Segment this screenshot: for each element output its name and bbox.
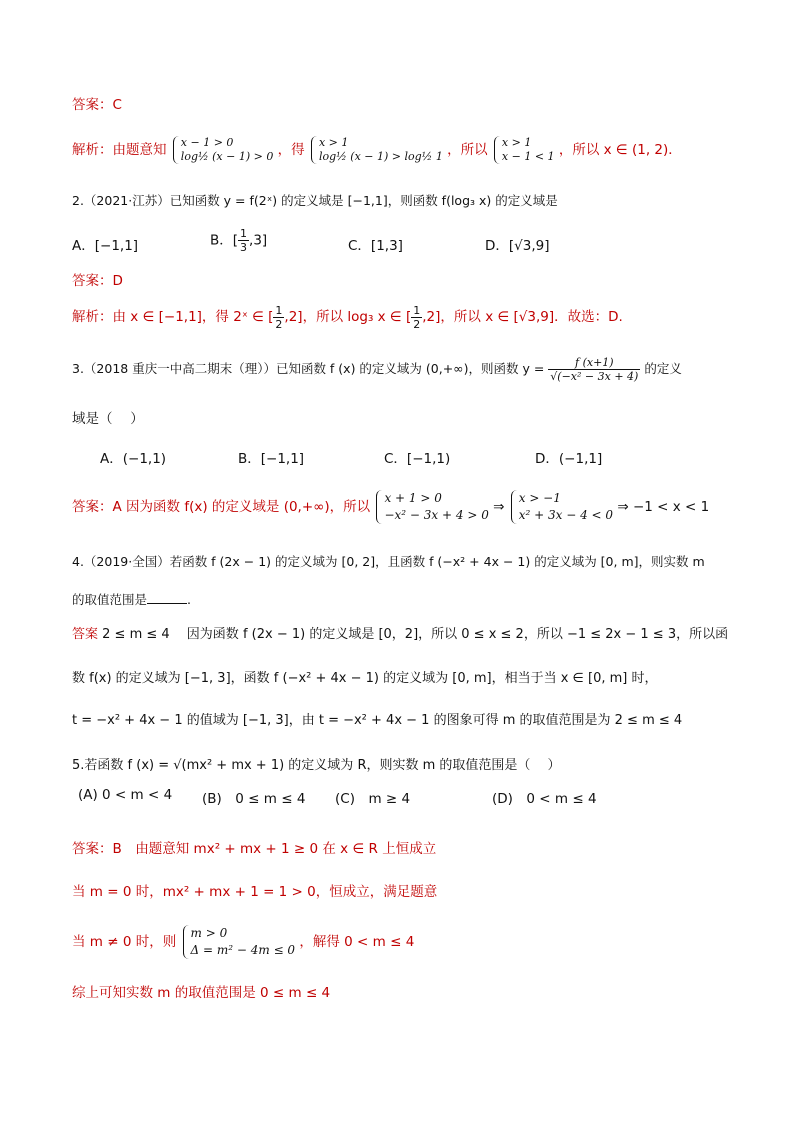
q2-analysis-frac-2 <box>411 304 422 331</box>
question-3 <box>72 350 682 388</box>
frac-den: √(−x² − 3x + 4) <box>550 370 639 383</box>
q3-option-a: A．(−1,1) <box>100 451 167 467</box>
q3-frac <box>548 356 640 383</box>
q5-answer: 答案：B 由题意知 mx² + mx + 1 ≥ 0 在 x ∈ R 上恒成立 <box>72 841 437 857</box>
system-3-row-1: x > 1 <box>501 136 532 149</box>
q3-text-3: 域是（ ） <box>72 411 144 427</box>
q3-system-1 <box>374 490 488 524</box>
q2-analysis-part-1: 解析：由 x ∈ [−1,1]，得 2ˣ ∈ [ <box>72 309 274 325</box>
answer-c: 答案：C <box>72 97 122 113</box>
q3-answer: 答案：A 因为函数 f(x) 的定义域是 (0,+∞)，所以 x + 1 > 0 −x² − 3x + 4 > 0 ⇒ x > −1 x² + 3x − 4 < 0 ⇒ −1 < x < 1 <box>72 491 710 522</box>
q5-system-row-2: Δ = m² − 4m ≤ 0 <box>190 943 296 957</box>
text-result: ，所以 x ∈ (1, 2)． <box>558 142 682 158</box>
q3-answer-text: 因为函数 f(x) 的定义域是 (0,+∞)，所以 <box>126 499 371 515</box>
q5-option-a: (A) 0 < m < 4 <box>78 787 173 803</box>
q2-option-b: B．[ $\frac{1}{3}$ ,3] <box>210 227 268 254</box>
q2-option-b-label: B． <box>210 232 233 249</box>
system-1 <box>171 136 274 164</box>
question-5: 5.若函数 f (x) = √(mx² + mx + 1) 的定义域为 R，则实数 m 的取值范围是（ ） <box>72 758 561 773</box>
q4-answer-text-1: 2 ≤ m ≤ 4 因为函数 f (2x − 1) 的定义域是 [0，2]，所以 0 ≤ x ≤ 2，所以 −1 ≤ 2x − 1 ≤ 3，所以函 <box>102 627 729 642</box>
text-de: ，得 <box>277 142 305 158</box>
q3-option-b: B．[−1,1] <box>238 451 305 467</box>
answer-blank <box>147 603 187 604</box>
question-2: 2.（2021·江苏）已知函数 y = f(2ˣ) 的定义域是 [−1,1]，则函数 f(log₃ x) 的定义域是 <box>72 193 558 208</box>
q5-option-c: (C) m ≥ 4 <box>335 791 411 807</box>
system-2-row-2: log½ (x − 1) > log½ 1 <box>318 150 443 163</box>
q3-text-2: 的定义 <box>644 361 682 376</box>
system-1-row-1: x − 1 > 0 <box>180 136 234 149</box>
system-2 <box>309 136 443 164</box>
frac-num: 1 <box>413 303 421 317</box>
q5-system-row-1: m > 0 <box>190 926 228 940</box>
system-2-row-1: x > 1 <box>318 136 349 149</box>
q3-text-1: 3.（2018 重庆一中高二期末（理））已知函数 f (x) 的定义域为 (0,+∞)，则函数 y = <box>72 361 545 376</box>
system-3-row-2: x − 1 < 1 <box>501 150 555 163</box>
q5-line-4: 综上可知实数 m 的取值范围是 0 ≤ m ≤ 4 <box>72 985 331 1001</box>
text-suoyi: ，所以 <box>447 142 488 158</box>
q5-option-d: (D) 0 < m ≤ 4 <box>492 791 597 807</box>
question-4-line-2 <box>72 591 191 609</box>
q4-answer-line-2: 数 f(x) 的定义域为 [−1, 3]，函数 f (−x² + 4x − 1) 的定义域为 [0, m]，相当于当 x ∈ [0, m] 时， <box>72 671 658 686</box>
q5-line-2: 当 m = 0 时，mx² + mx + 1 = 1 > 0，恒成立，满足题意 <box>72 884 438 900</box>
q4-answer-line-1 <box>72 626 728 644</box>
q3-system-1-row-2: −x² − 3x + 4 > 0 <box>384 508 489 522</box>
q2-analysis-part-2: ,2]，所以 log₃ x ∈ [ <box>284 309 412 325</box>
analysis-label: 解析：由题意知 <box>72 142 167 158</box>
q3-option-c: C．[−1,1) <box>384 451 451 467</box>
q5-system <box>181 925 296 959</box>
q5-option-b: (B) 0 ≤ m ≤ 4 <box>202 791 306 807</box>
q2-option-c: C．[1,3] <box>348 238 403 254</box>
q4-answer-line-3: t = −x² + 4x − 1 的值域为 [−1, 3]，由 t = −x² + 4x − 1 的图象可得 m 的取值范围是为 2 ≤ m ≤ 4 <box>72 713 683 728</box>
frac-num: f (x+1) <box>548 356 640 370</box>
q2-answer: 答案：D <box>72 273 123 289</box>
q3-option-d: D．(−1,1] <box>535 451 603 467</box>
q2-analysis-frac-1 <box>273 304 284 331</box>
frac-den: 2 <box>413 317 421 331</box>
frac-den: 2 <box>275 317 283 331</box>
q3-system-2 <box>509 490 613 524</box>
frac-den: 3 <box>240 241 248 254</box>
analysis-1 <box>72 130 682 170</box>
q4-text-2: 的取值范围是 <box>72 592 148 607</box>
q2-analysis <box>72 300 623 334</box>
q4-answer-label: 答案 <box>72 627 99 642</box>
q5-line-3 <box>72 922 414 962</box>
frac-num: 1 <box>275 303 283 317</box>
q2-option-d: D．[√3,9] <box>485 238 550 254</box>
q5-line-3b: ，解得 0 < m ≤ 4 <box>299 934 415 950</box>
q2-option-b-frac <box>238 227 249 254</box>
q3-system-2-row-1: x > −1 <box>518 491 561 505</box>
q3-system-1-row-1: x + 1 > 0 <box>384 491 442 505</box>
q2-option-b-tail: ,3] <box>249 232 268 249</box>
question-4: 4.（2019·全国）若函数 f (2x − 1) 的定义域为 [0, 2]，且函数 f (−x² + 4x − 1) 的定义域为 [0, m]，则实数 m <box>72 554 705 569</box>
frac-num: 1 <box>240 227 248 240</box>
q3-system-2-row-2: x² + 3x − 4 < 0 <box>518 508 614 522</box>
q3-answer-label: 答案：A <box>72 499 122 515</box>
q5-line-3a: 当 m ≠ 0 时，则 <box>72 934 177 950</box>
q2-option-a: A．[−1,1] <box>72 238 139 254</box>
system-3 <box>492 136 555 164</box>
system-1-row-2: log½ (x − 1) > 0 <box>180 150 274 163</box>
q2-analysis-part-3: ,2]，所以 x ∈ [√3,9]．故选：D. <box>422 309 623 325</box>
q4-text-2-end: . <box>187 592 191 607</box>
q3-tail: ⇒ −1 < x < 1 <box>617 499 710 515</box>
